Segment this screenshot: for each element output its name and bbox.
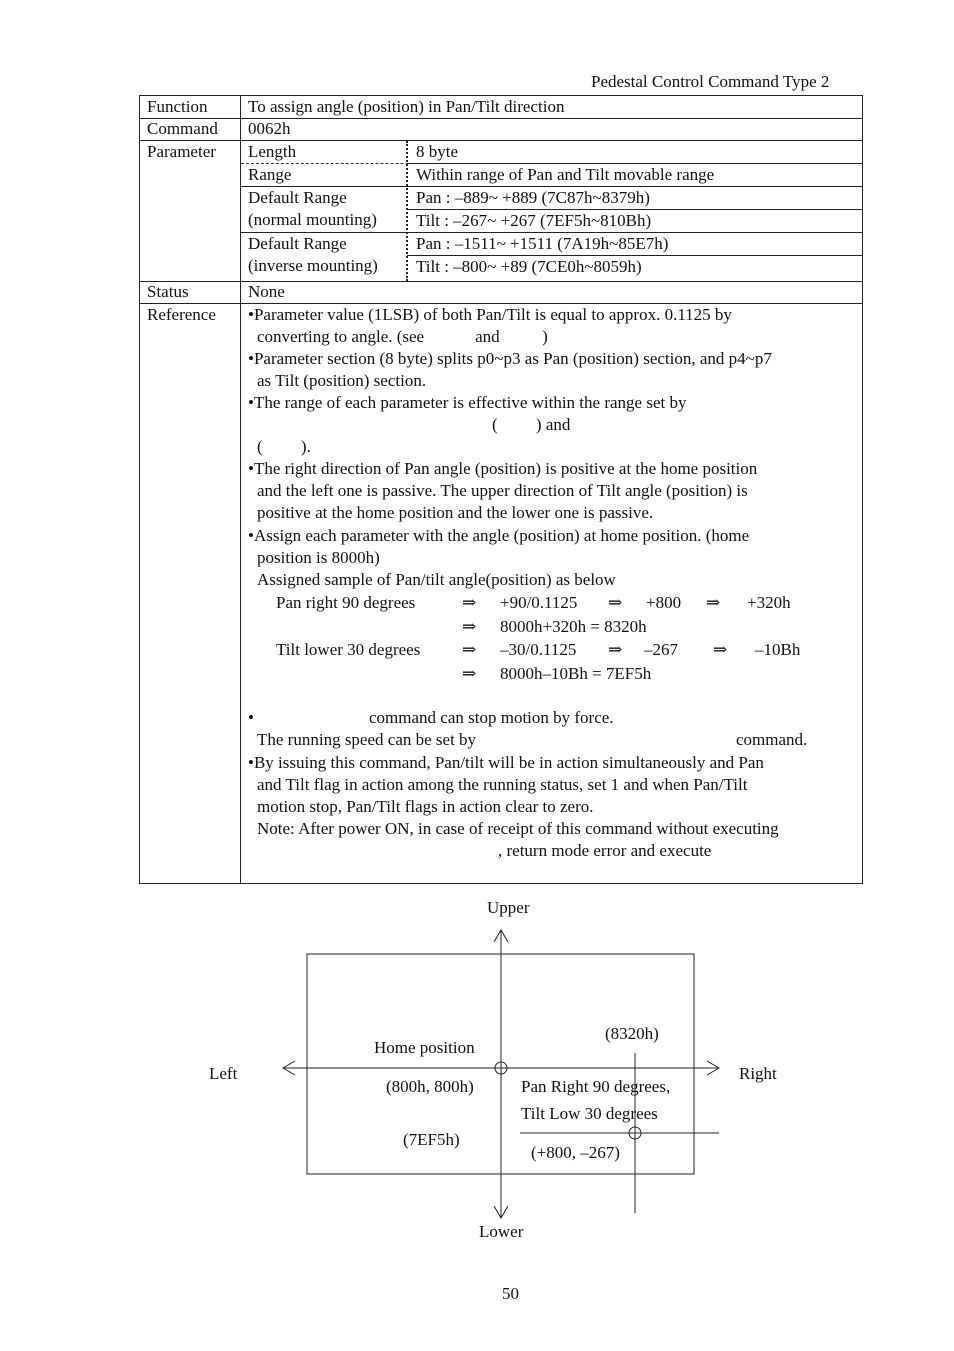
label-sample-line-1: Pan Right 90 degrees, [521, 1077, 671, 1096]
range-label: Range [248, 165, 292, 184]
page-header-title: Pedestal Control Command Type 2 [591, 72, 830, 91]
arrow-icon: ⇒ [608, 640, 623, 659]
reference-label: Reference [147, 305, 216, 324]
default-inverse-label-sub: (inverse mounting) [248, 256, 378, 275]
reference-line: , return mode error and execute [498, 841, 712, 860]
range-value: Within range of Pan and Tilt movable range [416, 165, 715, 184]
length-value: 8 byte [416, 142, 459, 161]
status-value: None [248, 282, 285, 301]
reference-line: ( ). [257, 437, 311, 456]
default-normal-label-sub: (normal mounting) [248, 210, 377, 229]
reference-line: converting to angle. (see and ) [257, 327, 548, 346]
label-upper: Upper [487, 898, 530, 917]
sample-tilt-result: 8000h–10Bh = 7EF5h [500, 664, 652, 683]
label-hex-pan: (8320h) [605, 1024, 659, 1043]
reference-bullet: • [248, 708, 254, 727]
reference-line: •Parameter section (8 byte) splits p0~p3 as Pan (position) section, and p4~p7 [248, 349, 772, 368]
sample-pan-result: 8000h+320h = 8320h [500, 617, 647, 636]
reference-line: command can stop motion by force. [369, 708, 614, 727]
status-label: Status [147, 282, 189, 301]
default-inverse-label: Default Range [248, 234, 347, 253]
sample-pan-label: Pan right 90 degrees [276, 593, 416, 612]
arrow-icon: ⇒ [713, 640, 728, 659]
reference-line: The running speed can be set by [257, 730, 477, 749]
sample-tilt-dec: –267 [644, 640, 678, 659]
reference-line: Assigned sample of Pan/tilt angle(position) as below [257, 570, 616, 589]
default-inverse-tilt: Tilt : –800~ +89 (7CE0h~8059h) [416, 257, 642, 276]
reference-line: •Parameter value (1LSB) of both Pan/Tilt is equal to approx. 0.1125 by [248, 305, 732, 324]
arrow-icon: ⇒ [462, 593, 477, 612]
reference-note: Note: After power ON, in case of receipt of this command without executing [257, 819, 779, 838]
label-lower: Lower [479, 1222, 524, 1241]
reference-line: •By issuing this command, Pan/tilt will be in action simultaneously and Pan [248, 753, 764, 772]
label-left: Left [209, 1064, 238, 1083]
arrow-icon: ⇒ [706, 593, 721, 612]
default-inverse-pan: Pan : –1511~ +1511 (7A19h~85E7h) [416, 234, 669, 253]
arrow-icon: ⇒ [608, 593, 623, 612]
command-label: Command [147, 119, 218, 138]
sample-pan-calc: +90/0.1125 [500, 593, 578, 612]
command-value: 0062h [248, 119, 291, 138]
sample-tilt-label: Tilt lower 30 degrees [276, 640, 421, 659]
reference-line: •Assign each parameter with the angle (position) at home position. (home [248, 526, 750, 545]
reference-line: ( ) and [492, 415, 571, 434]
label-right: Right [739, 1064, 777, 1083]
sample-tilt-calc: –30/0.1125 [500, 640, 577, 659]
reference-line: position is 8000h) [257, 548, 380, 567]
sample-tilt-hex: –10Bh [755, 640, 801, 659]
arrow-icon: ⇒ [462, 640, 477, 659]
function-value: To assign angle (position) in Pan/Tilt direction [248, 97, 565, 116]
reference-line: motion stop, Pan/Tilt flags in action clear to zero. [257, 797, 594, 816]
page-number: 50 [502, 1284, 519, 1303]
length-label: Length [248, 142, 297, 161]
default-normal-pan: Pan : –889~ +889 (7C87h~8379h) [416, 188, 650, 207]
default-normal-tilt: Tilt : –267~ +267 (7EF5h~810Bh) [416, 211, 652, 230]
label-sample-coords: (+800, –267) [531, 1143, 620, 1162]
reference-line: as Tilt (position) section. [257, 371, 427, 390]
sample-pan-hex: +320h [747, 593, 791, 612]
reference-line: command. [736, 730, 808, 749]
label-home-coords: (800h, 800h) [386, 1077, 474, 1096]
function-label: Function [147, 97, 208, 116]
sample-pan-dec: +800 [646, 593, 682, 612]
reference-line: •The range of each parameter is effective within the range set by [248, 393, 687, 412]
arrow-icon: ⇒ [462, 664, 477, 683]
label-home-position: Home position [374, 1038, 475, 1057]
reference-line: positive at the home position and the lower one is passive. [257, 503, 654, 522]
arrow-icon: ⇒ [462, 617, 477, 636]
label-hex-tilt: (7EF5h) [403, 1130, 460, 1149]
reference-line: and Tilt flag in action among the running status, set 1 and when Pan/Tilt [257, 775, 748, 794]
default-normal-label: Default Range [248, 188, 347, 207]
reference-line: •The right direction of Pan angle (position) is positive at the home position [248, 459, 758, 478]
reference-line: and the left one is passive. The upper direction of Tilt angle (position) is [257, 481, 748, 500]
label-sample-line-2: Tilt Low 30 degrees [521, 1104, 658, 1123]
parameter-label: Parameter [147, 142, 216, 161]
